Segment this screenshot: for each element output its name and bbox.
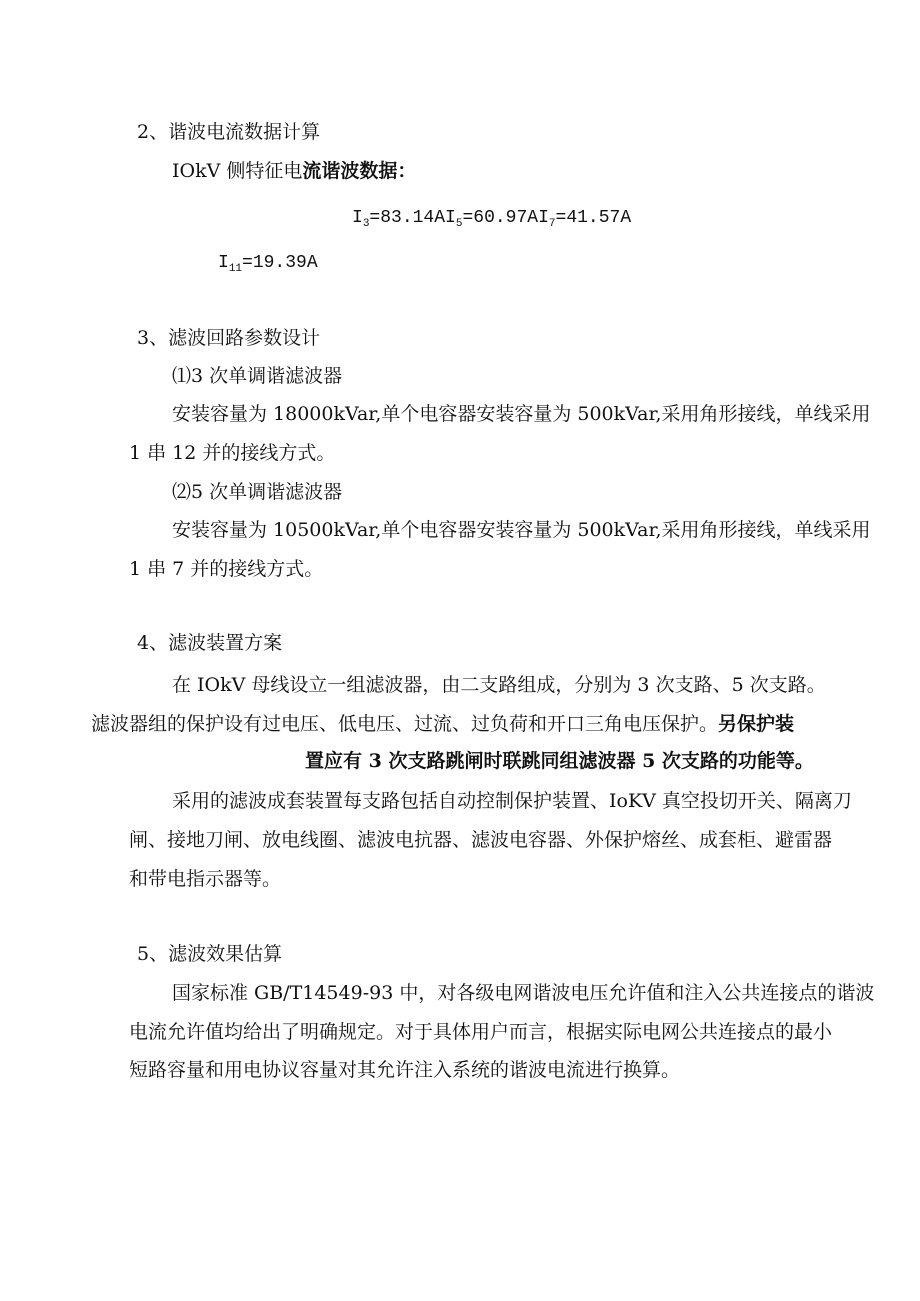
section-4-p1-line3: 置应有 3 次支路跳闸时联跳同组滤波器 5 次支路的功能等。	[305, 750, 814, 772]
i3-subscript: 3	[362, 218, 370, 230]
filter-3rd-desc-line2: 1 串 12 并的接线方式。	[129, 442, 336, 464]
i11-subscript: 11	[228, 263, 243, 275]
i11-label: I	[218, 253, 229, 273]
i3-label: I	[352, 208, 363, 228]
section-2-intro	[172, 158, 416, 184]
harmonic-current-formula-2	[218, 250, 318, 276]
filter-5th-desc-line1: 安装容量为 10500kVar,单个电容器安装容量为 500kVar,采用角形接线，单线采用	[172, 519, 871, 541]
section-4-p1-line1: 在 IOkV 母线设立一组滤波器，由二支路组成，分别为 3 次支路、5 次支路。	[172, 674, 826, 696]
i5-value: =60.97A	[462, 208, 539, 228]
section-2-intro-prefix: IOkV 侧特征电	[172, 160, 303, 182]
section-5-p1-line1: 国家标准 GB/T14549-93 中，对各级电网谐波电压允许值和注入公共连接点的谐波	[172, 982, 875, 1004]
section-4-p2-line2: 闸、接地刀闸、放电线圈、滤波电抗器、滤波电容器、外保护熔丝、成套柜、避雷器	[129, 829, 833, 851]
section-4-p1-line2-bold: 另保护装	[718, 713, 795, 735]
section-5-p1-line3: 短路容量和用电协议容量对其允许注入系统的谐波电流进行换算。	[129, 1059, 681, 1081]
i3-value: =83.14A	[369, 208, 446, 228]
section-4-p2-line3: 和带电指示器等。	[129, 868, 282, 890]
filter-5th-desc-line2: 1 串 7 并的接线方式。	[129, 558, 324, 580]
i7-subscript: 7	[548, 218, 556, 230]
section-4-heading: 4、滤波装置方案	[137, 632, 283, 654]
filter-3rd-desc-line1: 安装容量为 18000kVar,单个电容器安装容量为 500kVar,采用角形接线，单线采用	[172, 403, 871, 425]
section-5-heading: 5、滤波效果估算	[137, 943, 283, 965]
section-5-p1-line2: 电流允许值均给出了明确规定。对于具体用户而言，根据实际电网公共连接点的最小	[129, 1021, 833, 1043]
section-2-intro-bold: 流谐波数据：	[302, 160, 417, 182]
i7-label: I	[538, 208, 549, 228]
section-3-heading: 3、滤波回路参数设计	[137, 327, 321, 349]
section-2-heading: 2、谐波电流数据计算	[137, 121, 321, 143]
harmonic-current-formula-1	[352, 205, 631, 231]
section-4-p1-line2	[91, 711, 794, 737]
i5-subscript: 5	[455, 218, 463, 230]
i11-value: =19.39A	[242, 253, 318, 273]
section-4-p1-line2-normal: 滤波器组的保护设有过电压、低电压、过流、过负荷和开口三角电压保护。	[91, 713, 719, 735]
i7-value: =41.57A	[555, 208, 632, 228]
i5-label: I	[445, 208, 456, 228]
filter-5th-title: ⑵5 次单调谐滤波器	[172, 481, 343, 503]
filter-3rd-title: ⑴3 次单调谐滤波器	[172, 365, 343, 387]
section-4-p2-line1: 采用的滤波成套装置每支路包括自动控制保护装置、IoKV 真空投切开关、隔离刀	[172, 790, 852, 812]
